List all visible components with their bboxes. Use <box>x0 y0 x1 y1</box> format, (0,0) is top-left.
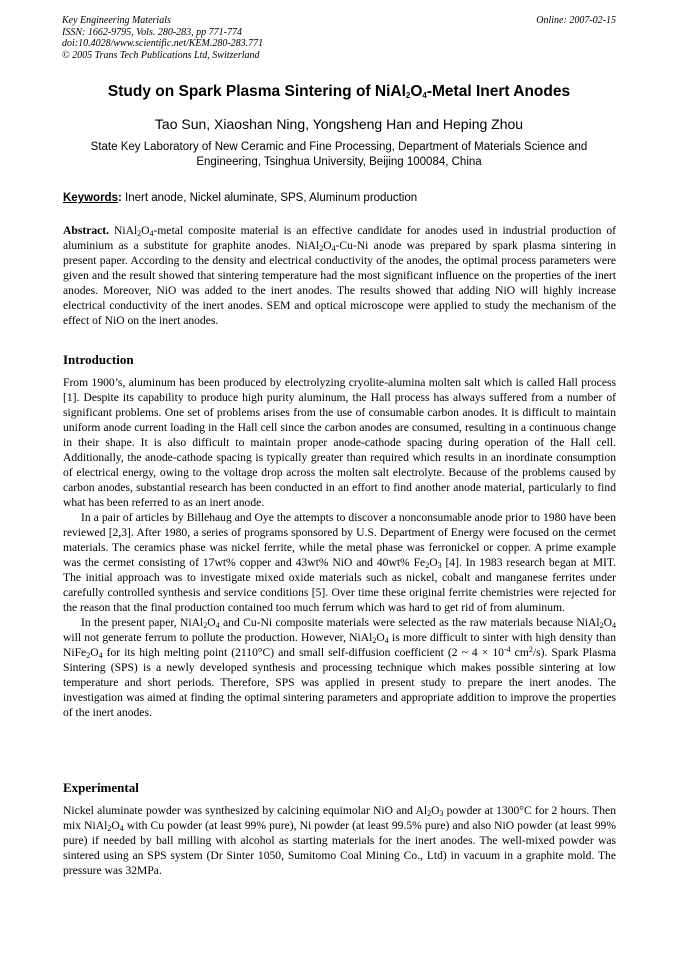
subscript: 4 <box>98 651 103 660</box>
paragraph-text: [4]. In 1983 research began at MIT. The initial approach was to investigate mixed oxide materials such as nickel, cobalt and manganese ferrites under carefully controlled synthesis and service conditions [5]. Over time these original ferrite chemistries were rejected for the reason that the final production contained too much ferrum which was hard to get rid of from aluminum. <box>63 556 616 614</box>
superscript: -4 <box>503 645 511 654</box>
keywords-text: Inert anode, Nickel aluminate, SPS, Aluminum production <box>121 192 418 204</box>
title-subscript: 2 <box>405 91 411 100</box>
experimental-heading: Experimental <box>63 780 139 795</box>
journal-name: Key Engineering Materials <box>62 15 171 26</box>
paragraph-text: O <box>603 616 612 629</box>
paragraph-text: In a pair of articles by Billehaug and Oye the attempts to discover a nonconsumable anode prior to 1980 have been reviewed [2,3]. After 1980, a series of programs sponsored by U.S. Department of Energy were focused on the cermet materials. The ceramics phase was nickel ferrite, while the metal phase was ferronickel or copper. A prime example was the cermet consisting of 17wt% copper and 43wt% NiO and 40wt% Fe <box>63 511 616 569</box>
paragraph-text: and Cu-Ni composite materials were selected as the raw materials because NiAl <box>219 616 600 629</box>
paragraph-text: O <box>429 556 438 569</box>
abstract <box>63 223 616 328</box>
abstract-label: Abstract. <box>63 224 110 237</box>
paragraph-text: O <box>376 631 385 644</box>
subscript: 4 <box>119 824 124 833</box>
subscript: 2 <box>599 621 604 630</box>
keywords-colon: : <box>117 192 122 204</box>
intro-paragraph-1: From 1900’s, aluminum has been produced by electrolyzing cryolite-alumina molten salt which is called Hall process [1]. Despite its capability to produce high purity aluminum, the Hall process has always suffered from a number of significant problems. One set of problems arises from the use of consumable carbon anodes. It is difficult to maintain uniform anode current loading in the Hall cell since the carbon anodes are consumed, resulting in a continuous change in their shape. It is also difficult to maintain proper anode-cathode spacing during operation of the Hall cell. Additionally, the anode-cathode spacing is typically greater than required which results in an inordinate consumption of electrical energy, owing to the voltage drop across the molten salt electrolyte. Because of the problems caused by carbon anodes, substantial research has been conducted in an effort to find another anode material, particularly to find what has been referred to as an inert anode. <box>63 376 616 509</box>
doi-line: doi:10.4028/www.scientific.net/KEM.280-283.771 <box>62 38 264 49</box>
keywords-label: Keywords <box>63 192 118 204</box>
paragraph-text: cm <box>510 646 529 659</box>
paragraph-text: Nickel aluminate powder was synthesized by calcining equimolar NiO and Al <box>63 804 428 817</box>
abstract-text: -metal composite material is an effective candidate for anodes used in industrial production of aluminium as a substitute for graphite anodes. NiAl <box>63 224 616 252</box>
title-subscript: 4 <box>422 91 427 100</box>
issn-line: ISSN: 1662-9795, Vols. 280-283, pp 771-774 <box>62 26 242 38</box>
introduction-body <box>63 375 616 720</box>
experimental-paragraph <box>63 803 616 878</box>
subscript: 3 <box>437 561 442 570</box>
paragraph-text: O <box>111 819 120 832</box>
subscript: 2 <box>137 229 142 238</box>
experimental-body <box>63 803 616 878</box>
paragraph-text: In the present paper, NiAl <box>81 616 204 629</box>
subscript: 2 <box>319 244 324 253</box>
keywords <box>63 191 617 205</box>
subscript: 4 <box>384 636 389 645</box>
superscript: 2 <box>528 645 533 654</box>
paragraph-text: /s). Spark Plasma Sintering (SPS) is a newly developed synthesis and processing technique which makes possible sintering at low temperature and short periods. Therefore, SPS was applied in present study to prepare the inert anodes. The investigation was aimed at finding the optimal sintering parameters and appropriate addition to improve the properties of the inert anodes. <box>63 646 617 719</box>
title-text: O <box>410 83 423 100</box>
paragraph-text: O <box>431 804 440 817</box>
paragraph-text: will not generate ferrum to pollute the production. However, NiAl <box>63 631 373 644</box>
affiliation <box>62 140 616 169</box>
intro-paragraph-3 <box>63 615 616 720</box>
paragraph-text: is more difficult to sinter with high density than NiFe <box>63 631 616 659</box>
subscript: 2 <box>372 636 377 645</box>
subscript: 2 <box>427 809 432 818</box>
paragraph-text: O <box>207 616 216 629</box>
subscript: 2 <box>425 561 430 570</box>
abstract-text: O <box>323 239 332 252</box>
abstract-text: O <box>141 224 150 237</box>
subscript: 4 <box>612 621 616 630</box>
subscript: 2 <box>203 621 208 630</box>
paragraph-text: O <box>90 646 99 659</box>
subscript: 4 <box>331 244 336 253</box>
paragraph-text: powder at 1300°C for 2 hours. Then mix NiAl <box>63 804 616 832</box>
journal-header <box>62 15 616 61</box>
paragraph-text: with Cu powder (at least 99% pure), Ni powder (at least 99.5% pure) and also NiO powder (at least 99% pure) if needed by ball milling with alcohol as starting materials for the inert anodes. The well-mixed powder was sintered using an SPS system (Dr Sinter 1050, Sumitomo Coal Mining Co., Ltd) in vacuum in a graphite mold. The pressure was 32MPa. <box>63 819 617 877</box>
affiliation-line: Engineering, Tsinghua University, Beijing 100084, China <box>196 155 482 168</box>
subscript: 4 <box>149 229 154 238</box>
subscript: 4 <box>215 621 220 630</box>
subscript: 2 <box>86 651 91 660</box>
affiliation-line: State Key Laboratory of New Ceramic and Fine Processing, Department of Materials Science and <box>90 141 588 153</box>
introduction-heading: Introduction <box>63 352 134 367</box>
title-text: -Metal Inert Anodes <box>426 83 571 100</box>
online-date: Online: 2007-02-15 <box>536 15 616 26</box>
paragraph-text: for its high melting point (2110°C) and small self-diffusion coefficient (2 ~ 4 × 10 <box>102 646 504 659</box>
intro-paragraph-2 <box>63 510 616 615</box>
copyright-line: © 2005 Trans Tech Publications Ltd, Switzerland <box>62 49 260 61</box>
abstract-text: NiAl <box>109 224 138 237</box>
title-text: Study on Spark Plasma Sintering of NiAl <box>107 83 406 100</box>
author-list: Tao Sun, Xiaoshan Ning, Yongsheng Han and Heping Zhou <box>154 116 524 132</box>
paper-title <box>40 82 638 102</box>
subscript: 2 <box>107 824 112 833</box>
subscript: 3 <box>439 809 444 818</box>
abstract-text: -Cu-Ni anode was prepared by spark plasma sintering in present paper. According to the density and electrical conductivity of the anodes, the optimal process parameters were given and the result showed that sintering temperature had the most significant influence on the properties of the inert anodes. Moreover, NiO was added to the inert anodes. The results showed that adding NiO will highly increase electrical conductivity of the inert anodes. SEM and optical microscope were applied to study the mechanism of the effect of NiO on the inert anodes. <box>63 239 616 327</box>
